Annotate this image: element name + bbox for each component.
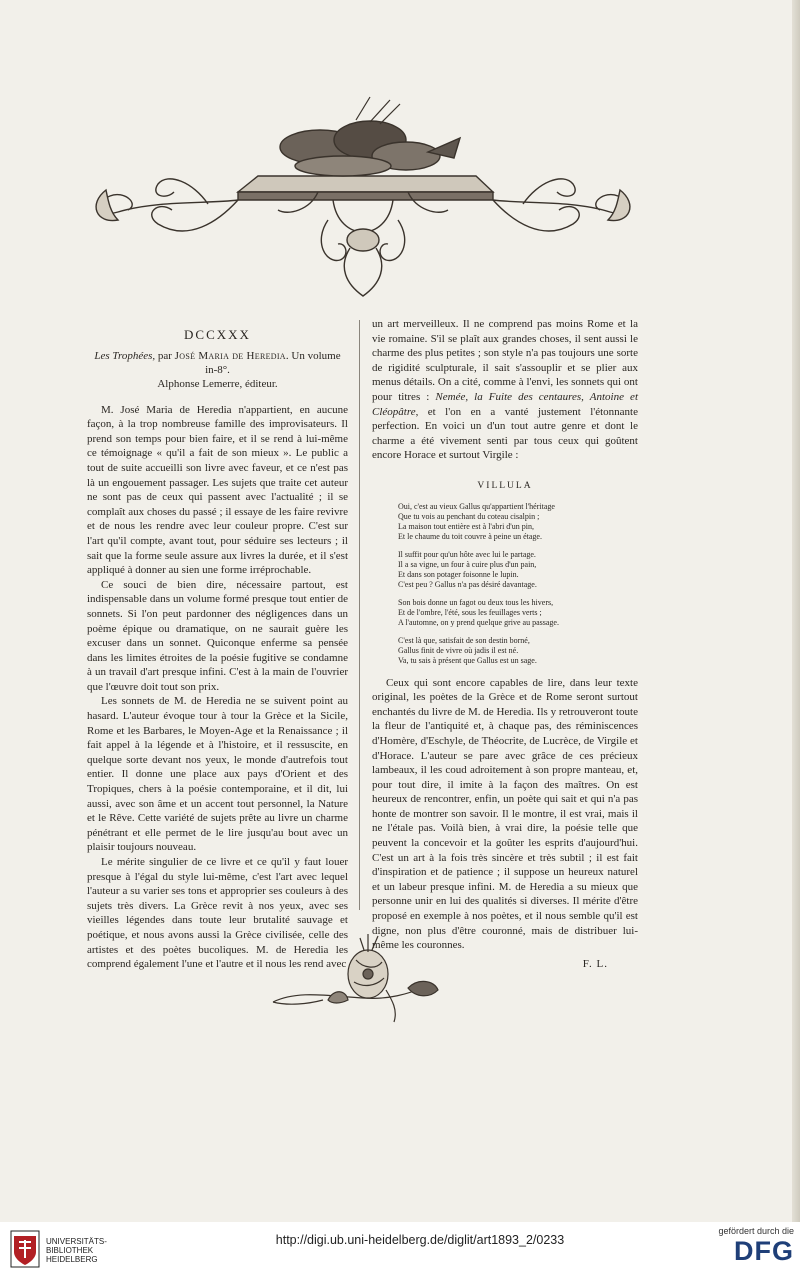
funded-by-label: gefördert durch die [718, 1226, 794, 1236]
poem [398, 502, 638, 666]
book-by: par [155, 349, 175, 362]
body-paragraph [372, 317, 638, 463]
dfg-funding-logo[interactable] [700, 1226, 794, 1274]
poem-stanza [398, 598, 638, 628]
poem-line: Et le chaume du toit couvre à peine un étage. [398, 531, 542, 541]
poem-stanza [398, 502, 638, 542]
poem-line: Son bois donne un fagot ou deux tous les hivers, [398, 597, 554, 607]
sonnet-titles: Nemée, la Fuite des centaures, Antoine et Cléopâtre [372, 390, 638, 418]
book-reference [87, 349, 348, 391]
still-life-vignette [88, 92, 638, 304]
poem-line: C'est là que, satisfait de son destin borné, [398, 635, 530, 645]
poem-line: Il suffit pour qu'un hôte avec lui le partage. [398, 549, 536, 559]
poem-stanza [398, 636, 638, 666]
permalink-url[interactable]: http://digi.ub.uni-heidelberg.de/diglit/art1893_2/0233 [275, 1233, 565, 1247]
poem-line: Que tu vois au penchant du coteau cisalpin ; [398, 511, 540, 521]
poem-line: C'est peu ? Gallus n'a pas désiré davantage. [398, 579, 537, 589]
dfg-wordmark: DFG [734, 1236, 794, 1266]
body-paragraph: Le mérite singulier de ce livre et ce qu'il y faut louer presque à l'égal du style lui-même, c'est l'art avec lequel l'auteur a su varier ses tons et approprier ses couleurs à des sujets très divers. La Grèce revit à nos yeux, avec ses vieilles légendes dans toute leur brutalité sauvage et poétique, et nous avons aussi la Grèce civilisée, celle des artistes et des poètes bucoliques. M. de Heredia les comprend également l'une et l'autre et il nous les rend avec [87, 856, 348, 971]
left-column [87, 328, 348, 972]
poem-title: VILLULA [477, 480, 533, 491]
column-divider [359, 320, 360, 910]
library-name-line: BIBLIOTHEK [46, 1246, 94, 1255]
book-volume: . Un volume in-8°. [205, 349, 341, 376]
poem-line: Gallus finit de vivre où jadis il est né. [398, 645, 519, 655]
poem-stanza [398, 550, 638, 590]
intro-text-end: , et l'on en a vanté justement l'étonnante perfection. En voici un d'un tout autre genre et dont le charme a été vivement senti par tous ceux qui goûtent encore Horace et surtout Virgile : [372, 405, 638, 462]
poem-line: Va, tu sais à présent que Gallus est un sage. [398, 655, 537, 665]
intro-text: un art merveilleux. Il ne comprend pas moins Rome et la vie romaine. S'il se plaît aux grandes choses, il sent aussi le charme des plus petites ; son style n'a pas toujours une sorte de rigidité sculpturale, il sait s'assouplir et se plier aux menus détails. On a cité, comme à l'envi, les sonnets qui ont pour titres : [372, 318, 638, 403]
poem-line: Oui, c'est au vieux Gallus qu'appartient l'héritage [398, 501, 555, 511]
poem-line: Et de l'ombre, l'été, sous les feuillages verts ; [398, 607, 542, 617]
footer-bar [0, 1222, 800, 1278]
library-name-line: UNIVERSITÄTS- [46, 1237, 107, 1246]
flower-vignette [268, 930, 443, 1030]
body-paragraph: Ceux qui sont encore capables de lire, dans leur texte original, les poètes de la Grèce et de Rome seront surtout enchantés du livre de M. de Heredia. Ils y retrouveront toute la fleur de l'antiquité et, à chaque pas, des réminiscences d'Homère, d'Eschyle, de Théocrite, de Lucrèce, de Virgile et d'Horace. L'auteur se pare avec grâce de ces précieux lambeaux, il les coud adroitement à son propre manteau, et, pour tout dire, il imite à la façon des maîtres. On est heureux de rencontrer, enfin, un poète qui sait et qui n'a pas honte de montrer son savoir. Il le montre, il est vrai, mais il ne l'étale pas. Voilà bien, à vrai dire, la poésie telle que peuvent la concevoir et la goûter les esprits d'aujourd'hui. C'est un art à la fois très sincère et très subtil ; il est fait d'inspiration et de patience ; il suppose un heureux naturel et un labeur presque infini. M. de Heredia a su mieux que personne unir en lui des qualités si diverses. Il mérite d'être proposé en exemple à nos poètes, et il nous semble qu'il est digne, non plus d'être couronné, mais de distribuer lui-même les couronnes. [372, 676, 638, 952]
library-name [46, 1237, 136, 1264]
university-library-logo[interactable] [10, 1230, 130, 1270]
author-signature: F. L. [582, 957, 608, 970]
section-number: DCCXXX [184, 327, 251, 342]
library-shield-icon [10, 1230, 40, 1268]
book-title: Les Trophées, [94, 349, 156, 362]
body-paragraph: Ce souci de bien dire, nécessaire partout, est indispensable dans un volume formé presque tout entier de sonnets. Si l'on peut pardonner des négligences dans un poème épique ou dramatique, on ne saurait guère les excuser dans un sonnet. Quiconque enferme sa pensée dans les limites étroites de la poésie fugitive se condamne à un travail d'art presque infini. C'est à la main de l'ouvrier que l'œuvre doit tout son prix. [87, 578, 348, 693]
book-publisher: Alphonse Lemerre, éditeur. [157, 377, 278, 390]
poem-line: La maison tout entière est à l'abri d'un pin, [398, 521, 534, 531]
body-paragraph: M. José Maria de Heredia n'appartient, en aucune façon, à la trop nombreuse famille des improvisateurs. Il prend son temps pour bien faire, et il se rend à lui-même ce témoignage « qu'il a fait de son mieux ». Le public a tout de suite accueilli son livre avec faveur, et ce n'est pas là un engouement passager. Les sujets que traite cet auteur ne sont pas de ceux qui passent avec l'actualité ; il se complaît aux choses du passé ; il essaye de les faire revivre et de nous les rendre avec leur couleur propre. C'est sur l'art qu'il compte, avant tout, pour séduire ses lecteurs ; il sait que la forme seule assure aux livres la durée, et il s'est appliqué à donner au sien une forme irréprochable. [87, 403, 348, 577]
right-column [372, 317, 638, 971]
poem-line: Et dans son potager foisonne le lupin. [398, 569, 519, 579]
book-author: José Maria de Heredia [174, 349, 286, 362]
poem-line: Il a sa vigne, un four à cuire plus d'un pain, [398, 559, 537, 569]
poem-line: A l'automne, on y prend quelque grive au passage. [398, 617, 559, 627]
library-name-line: HEIDELBERG [46, 1255, 98, 1264]
body-paragraph: Les sonnets de M. de Heredia ne se suivent point au hasard. L'auteur évoque tour à tour la Grèce et la Sicile, Rome et les Barbares, le Moyen-Age et la Renaissance ; il fait appel à la légende et à l'histoire, et il ressuscite, en quelque sorte devant nos yeux, le monde d'autrefois tout entier. Il donne une place aux pays d'Orient et des Tropiques, chers à la poésie contemporaine, et il dit, lui aussi, avec son âme et un accent tout personnel, la Nature et le Rêve. Cette variété de sujets prête au livre un charme pénétrant et elle permet de le lire jusqu'au bout avec un plaisir toujours nouveau. [87, 695, 348, 854]
